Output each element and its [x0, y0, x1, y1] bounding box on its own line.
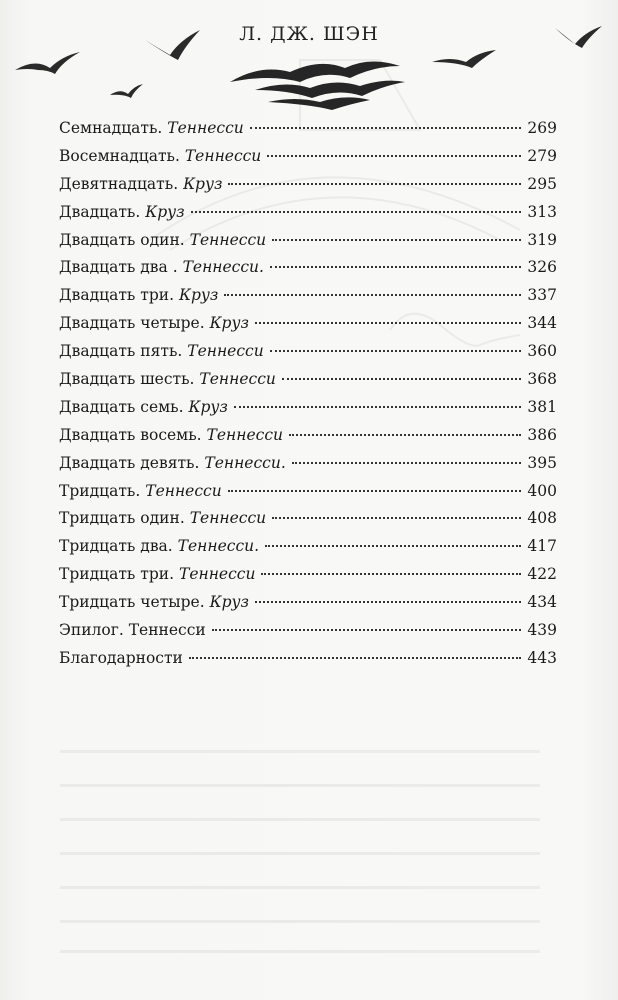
page-number: 381 [527, 397, 557, 416]
chapter-name: Двадцать три. [59, 286, 175, 305]
chapter-narrator: Теннесси. [204, 453, 286, 472]
toc-entry [59, 537, 557, 565]
page-number: 319 [527, 230, 557, 249]
toc-entry [59, 314, 557, 342]
toc-entry-title [59, 286, 218, 304]
chapter-name: Восемнадцать. [59, 146, 180, 165]
dot-leader [224, 294, 521, 296]
chapter-name: Тридцать три. [59, 565, 175, 584]
toc-entry [59, 231, 557, 259]
dot-leader [234, 406, 522, 408]
dot-leader [265, 545, 521, 547]
page-number: 313 [527, 202, 557, 221]
page-number: 417 [527, 537, 557, 556]
toc-entry [59, 370, 557, 398]
chapter-name: Девятнадцать. [59, 174, 179, 193]
dot-leader [191, 211, 522, 213]
chapter-narrator: Теннесси. [182, 258, 264, 277]
toc-entry [59, 621, 557, 649]
toc-entry-title [59, 398, 228, 416]
chapter-narrator: Теннесси [128, 621, 206, 640]
page-number: 269 [527, 119, 557, 137]
page-number: 434 [527, 593, 557, 612]
chapter-name: Двадцать. [59, 202, 141, 221]
chapter-name: Двадцать два . [59, 258, 178, 277]
page-number: 443 [527, 648, 557, 667]
toc-entry-title [59, 370, 276, 388]
dot-leader [282, 378, 522, 380]
toc-entry [59, 649, 557, 677]
chapter-narrator: Теннесси [206, 425, 283, 444]
toc-entry-title [59, 231, 266, 249]
dot-leader [212, 629, 522, 631]
page-number: 337 [527, 286, 557, 305]
chapter-name: Эпилог. [59, 621, 124, 640]
toc-entry [59, 426, 557, 454]
chapter-name: Семнадцать. [59, 119, 163, 137]
chapter-narrator: Теннесси [145, 481, 222, 500]
toc-entry [59, 454, 557, 482]
chapter-narrator: Круз [209, 314, 249, 333]
toc-entry-title [59, 509, 266, 527]
toc-entry [59, 119, 557, 147]
page-header [0, 0, 618, 120]
toc-entry-title [59, 482, 222, 500]
toc-entry [59, 398, 557, 426]
chapter-narrator: Теннесси [199, 370, 276, 389]
table-of-contents [59, 119, 557, 677]
dot-leader [272, 517, 521, 519]
dot-leader [270, 350, 522, 352]
toc-entry-title [59, 119, 244, 137]
chapter-name: Благодарности [59, 648, 183, 667]
page-number: 360 [527, 342, 557, 361]
chapter-narrator: Круз [145, 202, 185, 221]
toc-entry [59, 482, 557, 510]
dot-leader [272, 239, 521, 241]
toc-entry-title [59, 621, 206, 639]
toc-entry [59, 203, 557, 231]
chapter-name: Тридцать четыре. [59, 593, 205, 612]
page-number: 439 [527, 621, 557, 640]
dot-leader [228, 490, 522, 492]
toc-entry-title [59, 147, 261, 165]
chapter-narrator: Теннесси [178, 565, 256, 584]
dot-leader [270, 266, 521, 268]
page-number: 408 [527, 509, 557, 528]
page-number: 395 [527, 453, 557, 472]
toc-entry-title [59, 342, 264, 360]
toc-entry-title [59, 537, 259, 555]
chapter-narrator: Теннесси [167, 119, 244, 137]
seagulls-and-waves-icon [0, 0, 618, 120]
toc-entry [59, 565, 557, 593]
chapter-name: Тридцать. [59, 481, 141, 500]
page-number: 386 [527, 425, 557, 444]
chapter-name: Двадцать пять. [59, 342, 183, 361]
dot-leader [250, 127, 522, 129]
toc-entry-title [59, 649, 183, 667]
running-head-author: Л. ДЖ. ШЭН [239, 23, 379, 45]
toc-entry [59, 509, 557, 537]
page-number: 279 [527, 146, 557, 165]
page-number: 344 [527, 314, 557, 333]
toc-entry [59, 593, 557, 621]
page-number: 326 [527, 258, 557, 277]
toc-entry [59, 258, 557, 286]
chapter-narrator: Теннесси [189, 230, 267, 249]
chapter-name: Двадцать один. [59, 230, 185, 249]
toc-entry-title [59, 175, 222, 193]
toc-entry [59, 342, 557, 370]
chapter-narrator: Круз [183, 174, 223, 193]
dot-leader [255, 322, 521, 324]
chapter-name: Тридцать два. [59, 537, 173, 556]
toc-entry-title [59, 426, 283, 444]
chapter-narrator: Теннесси. [177, 537, 260, 556]
page-number: 422 [527, 565, 557, 584]
dot-leader [289, 434, 521, 436]
dot-leader [255, 601, 521, 603]
chapter-narrator: Круз [178, 286, 219, 305]
toc-entry-title [59, 203, 185, 221]
dot-leader [267, 155, 521, 157]
chapter-narrator: Теннесси [184, 146, 262, 165]
chapter-name: Тридцать один. [59, 509, 185, 528]
chapter-narrator: Теннесси [189, 509, 267, 528]
toc-entry [59, 286, 557, 314]
toc-entry-title [59, 565, 255, 583]
chapter-narrator: Теннесси [187, 342, 264, 361]
toc-entry-title [59, 258, 264, 276]
toc-entry [59, 147, 557, 175]
chapter-narrator: Круз [209, 593, 249, 612]
toc-entry-title [59, 454, 286, 472]
dot-leader [261, 573, 521, 575]
dot-leader [189, 657, 522, 659]
chapter-name: Двадцать семь. [59, 397, 184, 416]
page-number: 400 [527, 481, 557, 500]
toc-entry-title [59, 314, 249, 332]
page-number: 368 [527, 370, 557, 389]
toc-entry [59, 175, 557, 203]
chapter-name: Двадцать девять. [59, 453, 200, 472]
chapter-name: Двадцать шесть. [59, 370, 195, 389]
chapter-name: Двадцать восемь. [59, 425, 202, 444]
chapter-narrator: Круз [188, 397, 228, 416]
dot-leader [292, 462, 522, 464]
page-number: 295 [527, 174, 557, 193]
dot-leader [228, 183, 521, 185]
toc-entry-title [59, 593, 249, 611]
chapter-name: Двадцать четыре. [59, 314, 205, 333]
